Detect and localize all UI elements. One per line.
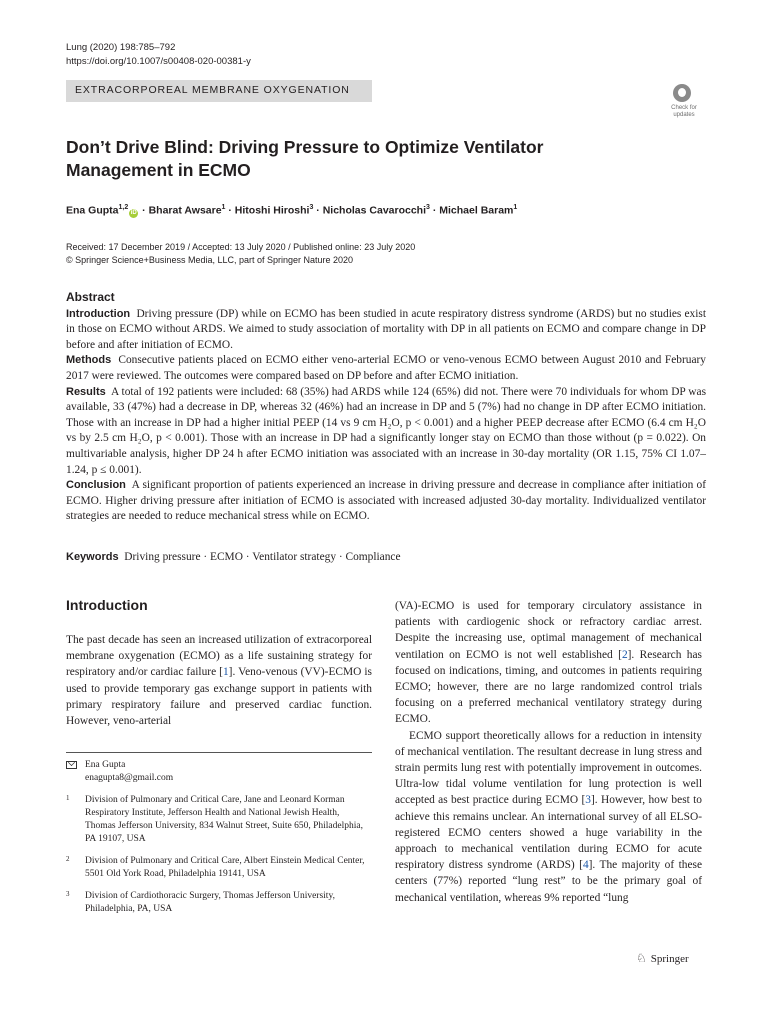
author-name[interactable]: Michael Baram [439,204,514,217]
body-text: The past decade has seen an increased utilization of extracorporeal membrane oxygenation (ECMO) as a life sustaining strategy for respiratory and/or cardiac failure [ [66,634,372,679]
envelope-icon [66,761,77,769]
section-banner-label: EXTRACORPOREAL MEMBRANE OXYGENATION [75,84,350,96]
section-banner [66,80,372,102]
corresponding-name: Ena Gupta [85,760,126,770]
abstract-text: A significant proportion of patients experienced an increase in driving pressure and decrease in compliance after initiation of ECMO. Higher driving pressure after initiation of ECMO is associated with increased adjusted 30-day mortality. Individualized ventilator strategies are needed to reduce mechanical stress while on ECMO. [66,479,707,523]
orcid-icon[interactable]: iD [130,209,137,216]
affiliation [66,794,372,846]
author-affiliation: 1,2 [118,204,129,211]
keywords-label: Keywords [66,551,119,563]
abstract-results [66,385,706,479]
author-name[interactable]: Bharat Awsare [148,204,222,217]
abstract-label: Methods [66,354,112,367]
body-text: ]. Veno-venous (VV)-ECMO is used to provide temporary gas exchange support in patients with primary respiratory failure and preserved cardiac function. However, veno-arterial [66,666,372,728]
abstract-text: Consecutive patients placed on ECMO either veno-arterial ECMO or veno-venous ECMO between August 2010 and February 2017 were reviewed. The outcomes were compared based on DP before and after ECMO initiation. [66,354,706,382]
affiliation-text: Division of Pulmonary and Critical Care, Albert Einstein Medical Center, 5501 Old York Road, Philadelphia 19141, USA [85,856,365,879]
abstract-label: Conclusion [66,479,126,492]
abstract-conclusion [66,478,706,525]
abstract-text: A total of 192 patients were included: 68 (35%) had ARDS while 124 (65%) did not. There were 70 individuals for whom DP was available, 33 (47%) had a decrease in DP, whereas 32 (46%) had an increase in DP and 5 (7%) had no change in DP after ECMO initiation. Those with an increase in DP had a higher initial PEEP (14 vs 9 cm H₂O, p < 0.001) and a higher PEEP decrease after ECMO (6.4 cm H₂O vs by 2.5 cm H₂O, p < 0.001). Those with an increase in DP had a significantly longer stay on ECMO than those without (p = 0.022). On multivariable analysis, higher DP 24 h after ECMO initiation was associated with an increase in 30-day mortality (OR 1.15, 75% CI 1.07–1.24, p ≤ 0.001). [66,385,706,476]
author-name[interactable]: Nicholas Cavarocchi [322,204,427,217]
publisher-name: Springer [650,953,689,965]
author-affiliation: 1 [221,204,226,211]
separator: · [142,204,146,217]
history-dates: Received: 17 December 2019 / Accepted: 13 July 2020 / Published online: 23 July 2020 [66,242,416,252]
separator: · [432,204,437,217]
left-column [66,596,372,729]
affiliation-number: 2 [66,855,70,863]
body-text: ]. However, how best to achieve this remains unclear. An international survey of all ELSO-registered ECMO centers showed a huge variability in the approach to mechanical ventilation during ECMO for acute respiratory distress syndrome (ARDS) [ [395,794,702,872]
separator: · [316,204,320,217]
author-affiliation: 3 [309,204,314,211]
author-affiliation: 1 [513,204,518,211]
keywords-text: Driving pressure · ECMO · Ventilator strategy · Compliance [124,551,401,563]
citation-link[interactable]: 3 [585,794,591,807]
corresponding-email[interactable]: enagupta8@gmail.com [85,773,174,783]
author-name[interactable]: Ena Gupta [66,204,119,217]
abstract-methods [66,353,706,384]
introduction-heading: Introduction [66,597,148,613]
separator: · [228,204,232,217]
body-text: ]. The majority of these centers (77%) reported “lung rest” to be the primary goal of mechanical ventilation, whereas 9% reported “lung [395,859,702,904]
journal-info [66,41,251,69]
affiliation [66,890,372,916]
crossmark-icon [673,84,691,102]
right-column [395,598,702,906]
body-paragraph [395,598,702,728]
body-paragraph [66,632,372,729]
body-text: (VA)-ECMO is used for temporary circulatory assistance in patients with cardiogenic shock or refractory cardiac arrest. Despite the increasing use, optimal management of mechanical ventilation on ECMO is not well established [ [395,600,702,661]
affiliation [66,855,372,881]
crossmark-line2: updates [673,112,695,118]
affiliation-text: Division of Cardiothoracic Surgery, Thomas Jefferson University, Philadelphia, PA, USA [85,891,335,914]
body-text: ]. Research has focused on indications, timing, and outcomes in patients requiring ECMO; however, there are no large randomized control trials focusing on a preferred mechanical ventilatory strategy during ECMO. [395,648,702,726]
copyright: © Springer Science+Business Media, LLC, part of Springer Nature 2020 [66,255,354,265]
keywords [66,550,706,565]
author-list [66,204,517,218]
abstract-introduction [66,307,706,354]
corresponding-author [66,759,372,785]
citation-link[interactable]: 2 [621,648,628,661]
abstract-label: Introduction [66,307,131,320]
abstract-heading: Abstract [66,290,115,304]
body-paragraph [395,728,702,906]
affiliation-number: 1 [66,794,70,802]
affiliation-text: Division of Pulmonary and Critical Care, Jane and Leonard Korman Respiratory Institute, Jefferson Health and National Jewish Health, Thomas Jefferson University, 834 Walnut Street, Suite 650, Philadelphia, PA 19107, USA [85,795,363,844]
footnotes [66,752,372,925]
citation-link[interactable]: 1 [222,666,229,679]
body-text: ECMO support theoretically allows for a reduction in intensity of mechanical ventilation. The resultant decrease in lung stress and strain permits lung rest with potentially improvement in outcomes. Ultra-low tidal volume ventilation for lung protection is well accepted as best practice during ECMO [ [395,729,702,807]
check-for-updates-badge[interactable] [664,84,704,124]
doi-link[interactable]: https://doi.org/10.1007/s00408-020-00381-y [66,56,251,67]
springer-horse-icon: ♘ [636,951,647,965]
abstract-text: Driving pressure (DP) while on ECMO has been studied in acute respiratory distress syndrome (ARDS) but no studies exist in those on ECMO without ARDS. We aimed to study association of mortality with DP in all patients on ECMO and compare change in DP before and after initiation of ECMO. [66,307,706,351]
crossmark-line1: Check for [671,105,697,111]
publication-dates [66,241,415,267]
affiliation-number: 3 [66,890,70,898]
publisher-logo [636,951,689,966]
author-name[interactable]: Hitoshi Hiroshi [234,204,310,217]
author-affiliation: 3 [426,204,430,211]
citation-link[interactable]: 4 [582,859,589,872]
abstract [66,290,706,525]
abstract-label: Results [66,385,106,398]
journal-citation: Lung (2020) 198:785–792 [66,42,176,53]
article-title: Don’t Drive Blind: Driving Pressure to Optimize Ventilator Management in ECMO [66,137,544,180]
